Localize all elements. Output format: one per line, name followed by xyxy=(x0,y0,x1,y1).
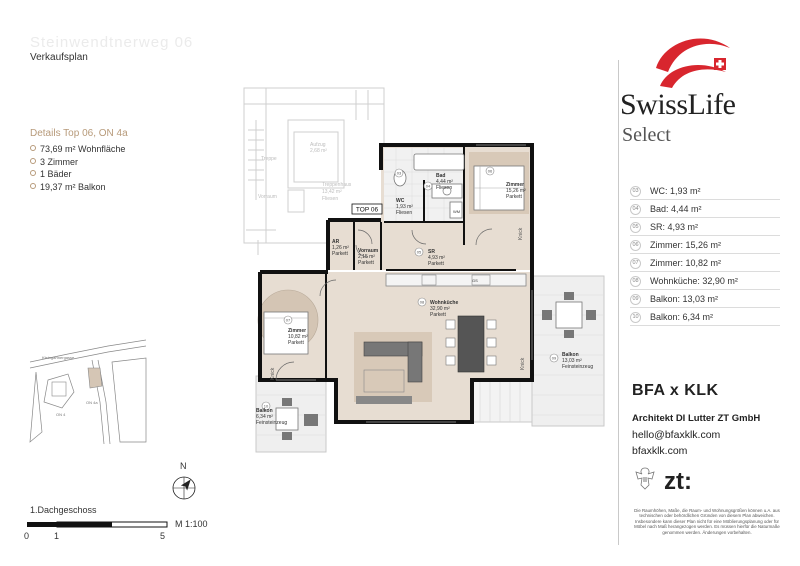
scale-tick-5: 5 xyxy=(160,531,166,541)
plan-label-gs: GS xyxy=(472,278,478,283)
plan-label-vorraum: Vorraum xyxy=(358,248,379,254)
architect-logo-text: BFA x KLK xyxy=(632,382,719,399)
svg-text:Feinsteinzeug: Feinsteinzeug xyxy=(562,364,594,370)
plan-label-knick-1: Knick xyxy=(518,227,524,240)
scale-label: M 1:100 xyxy=(175,519,208,529)
svg-text:04: 04 xyxy=(425,183,431,189)
room-row: 06 Zimmer: 15,26 m² xyxy=(630,236,780,254)
floor-label: 1.Dachgeschoss xyxy=(30,505,97,515)
north-label: N xyxy=(180,461,187,471)
plan-label-balkon-09: Balkon xyxy=(562,352,579,358)
svg-text:Parkett: Parkett xyxy=(358,260,374,266)
plan-label-wm: WM xyxy=(453,209,461,214)
svg-text:15,26 m²: 15,26 m² xyxy=(506,188,526,194)
details-item: 1 Bäder xyxy=(30,168,125,181)
austrian-eagle-icon xyxy=(634,465,656,491)
plan-label-wohnkueche: Wohnküche xyxy=(430,300,459,306)
site-on4: ON 4 xyxy=(56,412,66,417)
swisslife-logo-mark xyxy=(650,28,736,90)
zt-logo: zt: xyxy=(664,468,692,495)
details-item: 73,69 m² Wohnfläche xyxy=(30,143,125,156)
plan-label-wc: WC xyxy=(396,198,405,204)
site-street: Kleingärtnergasse xyxy=(42,355,75,360)
plan-label-zimmer-06: Zimmer xyxy=(506,182,525,188)
svg-text:Feinsteinzeug: Feinsteinzeug xyxy=(256,420,288,426)
plan-label-fliesen-ghost: Fliesen xyxy=(322,196,339,202)
details-list xyxy=(30,143,125,193)
plan-label-treppe: Treppe xyxy=(261,156,277,162)
architect-website[interactable]: bfaxklk.com xyxy=(632,445,688,457)
scale-bar xyxy=(26,520,171,530)
svg-text:Parkett: Parkett xyxy=(332,251,348,257)
svg-text:4,44 m²: 4,44 m² xyxy=(436,179,453,185)
svg-text:1,93 m²: 1,93 m² xyxy=(396,204,413,210)
room-row: 03 WC: 1,93 m² xyxy=(630,182,780,200)
room-row: 07 Zimmer: 10,82 m² xyxy=(630,254,780,272)
north-arrow-icon xyxy=(171,475,197,501)
svg-text:32,90 m²: 32,90 m² xyxy=(430,306,450,312)
room-list xyxy=(630,182,780,326)
plan-label-ar: AR xyxy=(332,239,340,245)
plan-label-treppenhaus: Treppenhaus xyxy=(322,182,352,188)
svg-text:10,82 m²: 10,82 m² xyxy=(288,334,308,340)
svg-text:Fliesen: Fliesen xyxy=(396,210,413,216)
room-row: 08 Wohnküche: 32,90 m² xyxy=(630,272,780,290)
page-title: Verkaufsplan xyxy=(30,52,88,63)
floor-plan xyxy=(236,80,608,460)
svg-text:Parkett: Parkett xyxy=(288,340,304,346)
details-title: Details Top 06, ON 4a xyxy=(30,128,128,139)
svg-text:07: 07 xyxy=(285,317,291,323)
svg-text:Parkett: Parkett xyxy=(430,312,446,318)
plan-label-bad: Bad xyxy=(436,173,446,179)
scale-tick-0: 0 xyxy=(24,531,30,541)
site-plan xyxy=(28,332,148,447)
plan-label-zimmer-07: Zimmer xyxy=(288,328,307,334)
svg-text:Fliesen: Fliesen xyxy=(436,185,453,191)
svg-text:4,93 m²: 4,93 m² xyxy=(428,255,445,261)
svg-text:03: 03 xyxy=(396,170,402,176)
disclaimer: Die Raumhöhen, Maße, die Raum- und Wohnungsgrößen können u.A. aus technischen oder behördlichen Gründen von diesem Plan abweichen. Insbesondere kann dieser Plan nicht für eine Möblierungsplanung oder für Möbel nach Maß herangezogen werden. Es müssen hierfür die Naturmaße genommen werden. Änderungen vorbehalten. xyxy=(634,508,780,535)
select-wordmark: Select xyxy=(622,124,671,146)
svg-text:09: 09 xyxy=(551,355,557,361)
svg-text:2,15 m²: 2,15 m² xyxy=(358,254,375,260)
divider xyxy=(618,60,619,545)
plan-label-vorraum-ghost: Vorraum xyxy=(258,194,277,200)
room-row: 05 SR: 4,93 m² xyxy=(630,218,780,236)
details-item: 19,37 m² Balkon xyxy=(30,181,125,194)
plan-label-aufzug: Aufzug xyxy=(310,142,326,148)
svg-text:1,26 m²: 1,26 m² xyxy=(332,245,349,251)
room-row: 04 Bad: 4,44 m² xyxy=(630,200,780,218)
room-row: 09 Balkon: 13,03 m² xyxy=(630,290,780,308)
svg-text:06: 06 xyxy=(487,168,493,174)
svg-text:10: 10 xyxy=(263,403,269,409)
plan-label-aufzug-area: 2,68 m² xyxy=(310,148,327,154)
swisslife-wordmark: SwissLife xyxy=(620,88,736,121)
svg-text:13,03 m²: 13,03 m² xyxy=(562,358,582,364)
svg-text:08: 08 xyxy=(419,299,425,305)
plan-label-knick-3: Knick xyxy=(270,367,276,380)
svg-text:05: 05 xyxy=(416,249,422,255)
plan-label-sr: SR xyxy=(428,249,435,255)
plan-label-knick-2: Knick xyxy=(520,357,526,370)
plan-label-balkon-10: Balkon xyxy=(256,408,273,414)
ghost-project-title: Steinwendtnerweg 06 xyxy=(30,34,194,51)
architect-email[interactable]: hello@bfaxklk.com xyxy=(632,429,721,441)
svg-text:Parkett: Parkett xyxy=(506,194,522,200)
plan-label-treppenhaus-area: 13,42 m² xyxy=(322,189,342,195)
site-on4a: ON 4a xyxy=(86,400,98,405)
room-row: 10 Balkon: 6,34 m² xyxy=(630,308,780,326)
top-label: TOP 06 xyxy=(355,206,379,214)
svg-text:6,34 m²: 6,34 m² xyxy=(256,414,273,420)
architect-name: Architekt DI Lutter ZT GmbH xyxy=(632,413,761,424)
details-item: 3 Zimmer xyxy=(30,156,125,169)
svg-text:Parkett: Parkett xyxy=(428,261,444,267)
scale-tick-1: 1 xyxy=(54,531,60,541)
